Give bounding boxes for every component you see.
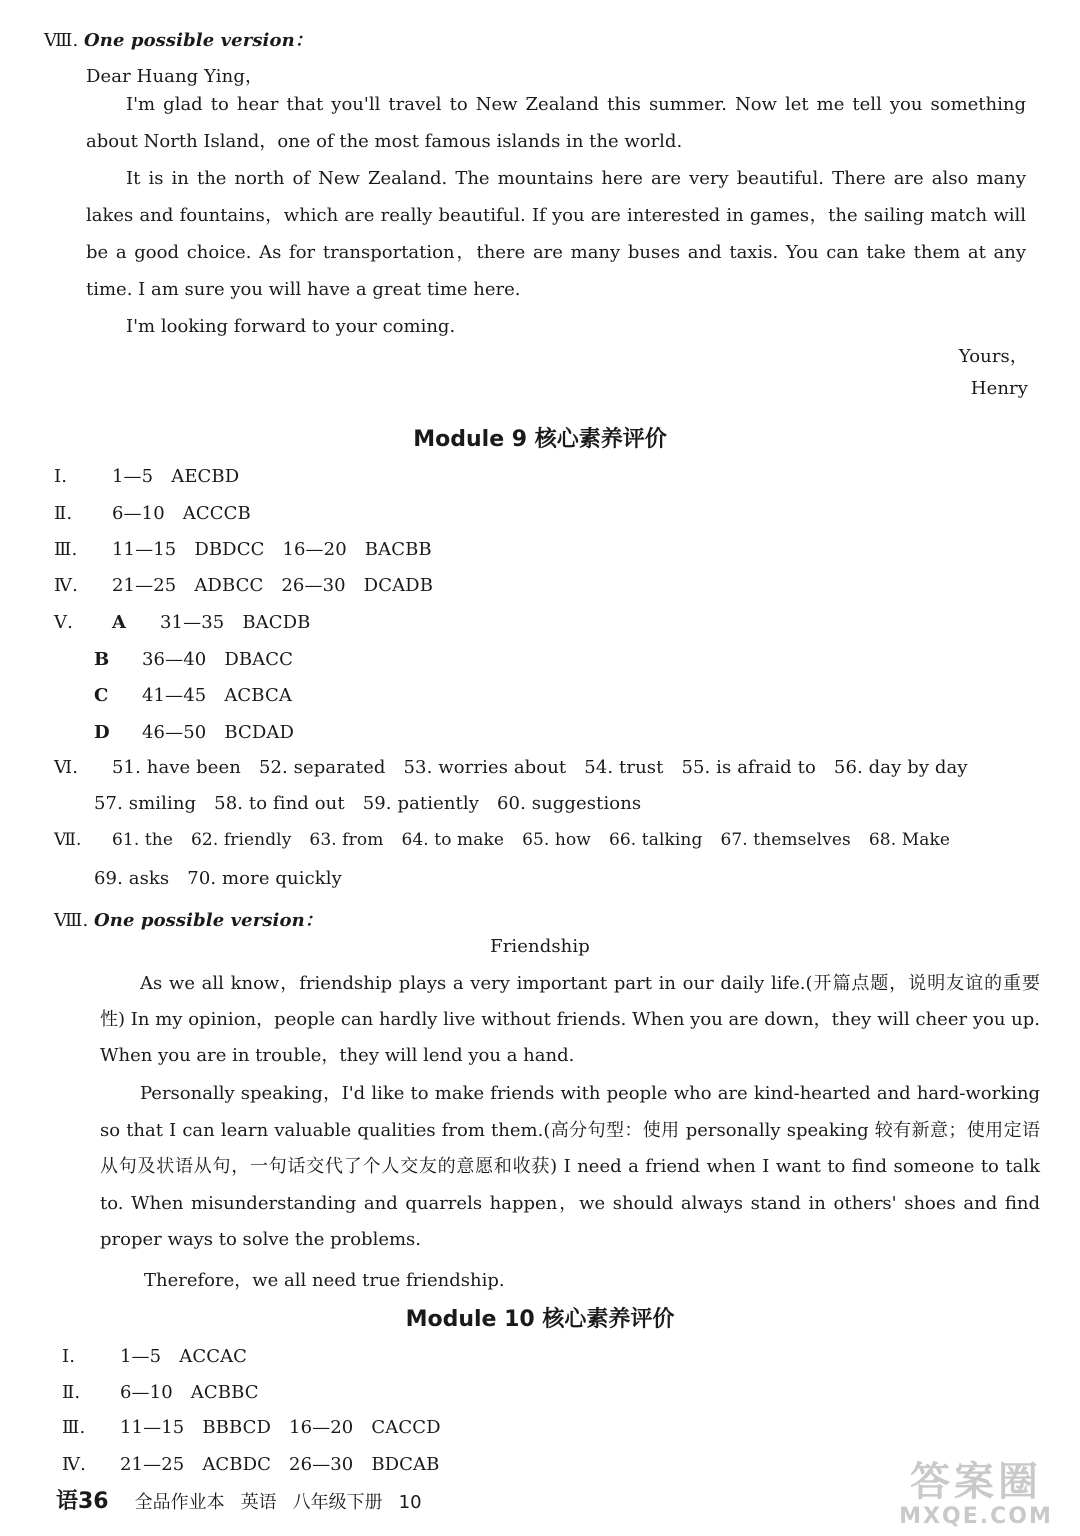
answer-item: 60. suggestions (497, 793, 642, 814)
section-numeral: Ⅲ. (62, 1417, 86, 1438)
answer-item: 54. trust (584, 757, 664, 778)
answer-key: ACCAC (179, 1346, 248, 1367)
answer-row (94, 868, 360, 889)
watermark-text: 答案圈 (910, 1459, 1042, 1505)
section-numeral: Ⅳ. (54, 575, 78, 596)
question-range: 46—50 (142, 722, 207, 743)
answer-item: 64. to make (401, 830, 505, 850)
answer-row (54, 575, 451, 596)
answer-item: 55. is afraid to (681, 757, 816, 778)
answer-item: 65. how (522, 830, 591, 850)
section-numeral: Ⅷ. (44, 30, 79, 51)
answer-item: 57. smiling (94, 793, 197, 814)
answer-row (54, 757, 986, 778)
answer-row (54, 539, 450, 560)
question-range: 21—25 (120, 1454, 185, 1475)
answer-key: BCDAD (224, 722, 295, 743)
section-numeral: Ⅲ. (54, 539, 78, 560)
answer-item: 69. asks (94, 868, 170, 889)
section-numeral: Ⅰ. (54, 466, 68, 487)
letter-closing: Yours， (958, 346, 1028, 367)
answer-item: 66. talking (608, 830, 703, 850)
question-range: 11—15 (112, 539, 177, 560)
answer-key: ACBBC (190, 1382, 259, 1403)
answer-key: DCADB (363, 575, 434, 596)
answer-key: BACBB (364, 539, 432, 560)
version-label: One possible version： (94, 910, 323, 931)
part-letter: A (112, 612, 127, 633)
question-range: 1—5 (112, 466, 154, 487)
section-numeral: Ⅶ. (54, 830, 82, 850)
letter-paragraph: I'm glad to hear that you'll travel to New Zealand this summer. Now let me tell you something about North Island，one of the most famous islands in the world. (86, 94, 1026, 152)
letter-greeting: Dear Huang Ying， (86, 66, 264, 87)
part-letter: C (94, 685, 109, 706)
version-label: One possible version： (84, 30, 313, 51)
answer-key: ACCCB (182, 503, 251, 524)
answer-item: 67. themselves (720, 830, 851, 850)
module10-title: Module 10 核心素养评价 (405, 1307, 675, 1332)
question-range: 11—15 (120, 1417, 185, 1438)
answer-row (54, 830, 968, 850)
answer-item: 52. separated (258, 757, 386, 778)
part-letter: B (94, 649, 110, 670)
essay-paragraph: Personally speaking，I'd like to make friends with people who are kind-hearted and hard-working so that I can learn valuable qualities from them.(高分句型：使用 personally speaking 较有新意；使用定语从句及状语从句，一句话交代了个人交友的意愿和收获) I need a friend when I want to find someone to talk to. When misunderstanding and quarrels happen，we should always stand in others' shoes and find proper ways to solve the problems. (100, 1083, 1040, 1250)
letter-signature: Henry (970, 378, 1028, 399)
answer-key: DBACC (224, 649, 294, 670)
answer-row (62, 1417, 459, 1438)
section-numeral: Ⅳ. (62, 1454, 86, 1475)
answer-row (62, 1346, 265, 1367)
answer-key: ADBCC (194, 575, 264, 596)
answer-key: ACBDC (202, 1454, 272, 1475)
essay-paragraph: As we all know，friendship plays a very important part in our daily life.(开篇点题，说明友谊的重要性) In my opinion，people can hardly live without friends. When you are down，they will cheer you up. When you are in trouble，they will lend you a hand. (100, 973, 1040, 1066)
watermark-logo (886, 1460, 1066, 1530)
answer-row (62, 1454, 458, 1475)
question-range: 41—45 (142, 685, 207, 706)
essay-paragraph: Therefore，we all need true friendship. (144, 1270, 505, 1291)
answer-row (94, 793, 659, 814)
section-numeral: Ⅴ. (54, 612, 73, 633)
section-numeral: Ⅱ. (54, 503, 73, 524)
answer-item: 58. to find out (214, 793, 345, 814)
answer-row (62, 1382, 277, 1403)
question-range: 21—25 (112, 575, 177, 596)
question-range: 1—5 (120, 1346, 162, 1367)
question-range: 16—20 (289, 1417, 354, 1438)
answer-row (94, 722, 312, 743)
page-footer (56, 1484, 438, 1515)
answer-row (54, 466, 257, 487)
answer-item: 68. Make (868, 830, 951, 850)
question-range: 26—30 (281, 575, 346, 596)
answer-key: BACDB (242, 612, 311, 633)
answer-key: AECBD (171, 466, 240, 487)
answer-row (94, 685, 310, 706)
question-range: 16—20 (282, 539, 347, 560)
answer-key: BBBCD (202, 1417, 272, 1438)
page-number: 语36 (56, 1489, 109, 1514)
essay-title: Friendship (490, 936, 590, 957)
essay-heading (54, 906, 323, 932)
answer-item: 70. more quickly (187, 868, 342, 889)
answer-row (94, 649, 311, 670)
grade: 八年级下册 (292, 1492, 383, 1513)
answer-row (54, 612, 328, 633)
subject: 英语 (240, 1492, 277, 1513)
answer-item: 61. the (112, 830, 173, 850)
section-numeral: Ⅰ. (62, 1346, 76, 1367)
answer-key: DBDCC (194, 539, 265, 560)
answer-key: CACCD (371, 1417, 441, 1438)
answer-item: 56. day by day (833, 757, 968, 778)
book-name: 全品作业本 (134, 1492, 225, 1513)
section-numeral: Ⅷ. (54, 910, 89, 931)
letter-heading (44, 26, 313, 52)
section-numeral: Ⅱ. (62, 1382, 81, 1403)
module9-title: Module 9 核心素养评价 (413, 427, 667, 452)
answer-key: ACBCA (224, 685, 292, 706)
question-range: 26—30 (289, 1454, 354, 1475)
letter-paragraph: It is in the north of New Zealand. The mountains here are very beautiful. There are also many lakes and fountains，which are really beautiful. If you are interested in games，the sailing match will be a good choice. As for transportation，there are many buses and taxis. You can take them at any time. I am sure you will have a great time here. (86, 168, 1026, 300)
answer-item: 51. have been (112, 757, 241, 778)
answer-item: 62. friendly (190, 830, 292, 850)
part-letter: D (94, 722, 110, 743)
answer-item: 59. patiently (362, 793, 479, 814)
answer-row (54, 503, 269, 524)
answer-key: BDCAB (371, 1454, 440, 1475)
question-range: 6—10 (120, 1382, 173, 1403)
section-numeral: Ⅵ. (54, 757, 79, 778)
question-range: 6—10 (112, 503, 165, 524)
question-range: 36—40 (142, 649, 207, 670)
watermark-url: MXQE.COM (899, 1504, 1053, 1529)
answer-item: 53. worries about (403, 757, 567, 778)
letter-paragraph: I'm looking forward to your coming. (126, 316, 456, 337)
answer-item: 63. from (309, 830, 384, 850)
edition: 10 (398, 1492, 422, 1513)
question-range: 31—35 (160, 612, 225, 633)
